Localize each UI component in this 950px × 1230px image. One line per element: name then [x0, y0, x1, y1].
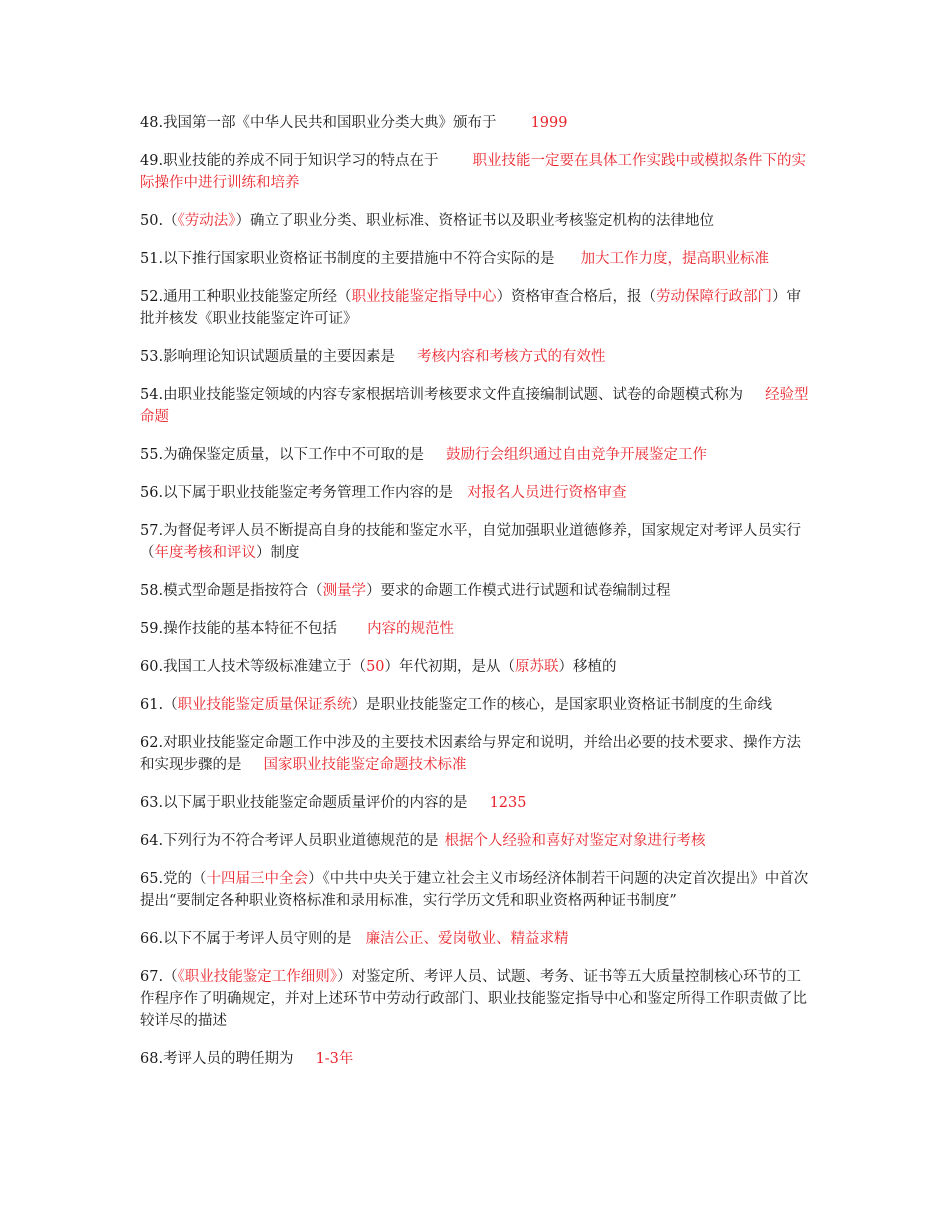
question-text: 模式型命题是指按符合（ — [163, 583, 323, 599]
answer-text: 《职业技能鉴定工作细则》 — [177, 969, 338, 985]
question-number: 57. — [140, 523, 164, 539]
question-text: （ — [163, 697, 178, 713]
question-number: 50. — [140, 213, 164, 229]
question-item — [140, 732, 812, 776]
question-number: 68. — [140, 1051, 164, 1067]
answer-text: 《劳动法》 — [177, 213, 236, 229]
question-text: 我国工人技术等级标准建立于（ — [163, 659, 367, 675]
answer-text: 劳动保障行政部门 — [656, 289, 773, 305]
answer-text: 1235 — [489, 795, 527, 811]
question-number: 52. — [140, 289, 164, 305]
question-item — [140, 694, 812, 716]
question-text: （ — [163, 969, 178, 985]
question-number: 51. — [140, 251, 164, 267]
question-number: 59. — [140, 621, 164, 637]
question-text: ）对鉴定所、考评人员、试题、考务、证书等五大质量控制核心环节的工作程序作了明确规定，并对上述环节中劳动行政部门、职业技能鉴定指导中心和鉴定所得工作职责做了比较详尽的描述 — [140, 969, 807, 1029]
question-text: 以下属于职业技能鉴定命题质量评价的内容的是 — [163, 795, 468, 811]
answer-text: 职业技能一定要在具体工作实践中或模拟条件下的实际操作中进行训练和培养 — [140, 153, 807, 191]
question-text: 以下属于职业技能鉴定考务管理工作内容的是 — [163, 485, 454, 501]
question-item — [140, 248, 812, 270]
question-number: 66. — [140, 931, 164, 947]
question-number: 56. — [140, 485, 164, 501]
question-item — [140, 444, 812, 466]
question-item — [140, 520, 812, 564]
question-number: 60. — [140, 659, 164, 675]
question-item — [140, 112, 812, 134]
answer-text: 十四届三中全会 — [206, 871, 309, 887]
question-item — [140, 928, 812, 950]
answer-text: 加大工作力度，提高职业标准 — [580, 251, 770, 267]
question-item — [140, 384, 812, 428]
question-item — [140, 966, 812, 1032]
question-text: 对职业技能鉴定命题工作中涉及的主要技术因素给与界定和说明，并给出必要的技术要求、操作方法和实现步骤的是 — [140, 735, 802, 773]
question-item — [140, 656, 812, 678]
question-text: （ — [163, 213, 178, 229]
question-item — [140, 210, 812, 232]
question-text: ）年代初期，是从（ — [384, 659, 516, 675]
question-text: 为确保鉴定质量，以下工作中不可取的是 — [163, 447, 425, 463]
question-text: 通用工种职业技能鉴定所经（ — [163, 289, 352, 305]
question-number: 67. — [140, 969, 164, 985]
question-text: 为督促考评人员不断提高自身的技能和鉴定水平，自觉加强职业道德修养，国家规定对考评人员实行（ — [140, 523, 802, 561]
question-text: 考评人员的聘任期为 — [163, 1051, 294, 1067]
question-text: 党的（ — [163, 871, 207, 887]
question-text: ）确立了职业分类、职业标准、资格证书以及职业考核鉴定机构的法律地位 — [235, 213, 715, 229]
answer-text: 鼓励行会组织通过自由竞争开展鉴定工作 — [446, 447, 708, 463]
question-text: ）《中共中央关于建立社会主义市场经济体制若干问题的决定首次提出》中首次提出“要制定各种职业资格标准和录用标准，实行学历文凭和职业资格两种证书制度” — [140, 871, 809, 909]
question-number: 61. — [140, 697, 164, 713]
question-number: 64. — [140, 833, 164, 849]
answer-text: 职业技能鉴定质量保证系统 — [177, 697, 352, 713]
question-number: 62. — [140, 735, 164, 751]
question-text: ）资格审查合格后，报（ — [496, 289, 657, 305]
answer-text: 根据个人经验和喜好对鉴定对象进行考核 — [444, 833, 706, 849]
question-item — [140, 482, 812, 504]
question-text: ）要求的命题工作模式进行试题和试卷编制过程 — [366, 583, 671, 599]
answer-text: 对报名人员进行资格审查 — [467, 485, 627, 501]
question-text: ）是职业技能鉴定工作的核心，是国家职业资格证书制度的生命线 — [351, 697, 773, 713]
question-item — [140, 580, 812, 602]
question-item — [140, 868, 812, 912]
question-item — [140, 286, 812, 330]
question-item — [140, 618, 812, 640]
question-number: 53. — [140, 349, 164, 365]
question-item — [140, 792, 812, 814]
question-number: 55. — [140, 447, 164, 463]
question-text: ）审批并核发《职业技能鉴定许可证》 — [140, 289, 802, 327]
answer-text: 年度考核和评议 — [154, 545, 256, 561]
question-item — [140, 150, 812, 194]
question-text: ）制度 — [256, 545, 300, 561]
answer-text: 职业技能鉴定指导中心 — [351, 289, 497, 305]
answer-text: 测量学 — [322, 583, 367, 599]
answer-text: 国家职业技能鉴定命题技术标准 — [263, 757, 467, 773]
answer-text: 考核内容和考核方式的有效性 — [417, 349, 606, 365]
question-number: 63. — [140, 795, 164, 811]
question-text: 下列行为不符合考评人员职业道德规范的是 — [163, 833, 439, 849]
question-text: ）移植的 — [558, 659, 617, 675]
question-number: 54. — [140, 387, 164, 403]
question-text: 影响理论知识试题质量的主要因素是 — [163, 349, 396, 365]
question-item — [140, 830, 812, 852]
question-item — [140, 1048, 812, 1070]
question-list — [140, 112, 812, 1086]
question-number: 58. — [140, 583, 164, 599]
question-text: 操作技能的基本特征不包括 — [163, 621, 338, 637]
answer-text: 1999 — [530, 115, 568, 131]
question-number: 48. — [140, 115, 164, 131]
question-text: 职业技能的养成不同于知识学习的特点在于 — [163, 153, 439, 169]
question-item — [140, 346, 812, 368]
question-text: 由职业技能鉴定领域的内容专家根据培训考核要求文件直接编制试题、试卷的命题模式称为 — [163, 387, 744, 403]
answer-text: 廉洁公正、爱岗敬业、精益求精 — [365, 931, 569, 947]
answer-text: 原苏联 — [515, 659, 559, 675]
answer-text: 1-3年 — [315, 1051, 354, 1067]
answer-text: 内容的规范性 — [367, 621, 455, 637]
question-number: 49. — [140, 153, 164, 169]
question-text: 以下推行国家职业资格证书制度的主要措施中不符合实际的是 — [163, 251, 555, 267]
answer-text: 经验型命题 — [140, 387, 809, 425]
answer-text: 50 — [366, 659, 385, 675]
question-number: 65. — [140, 871, 164, 887]
question-text: 我国第一部《中华人民共和国职业分类大典》颁布于 — [163, 115, 497, 131]
question-text: 以下不属于考评人员守则的是 — [163, 931, 352, 947]
